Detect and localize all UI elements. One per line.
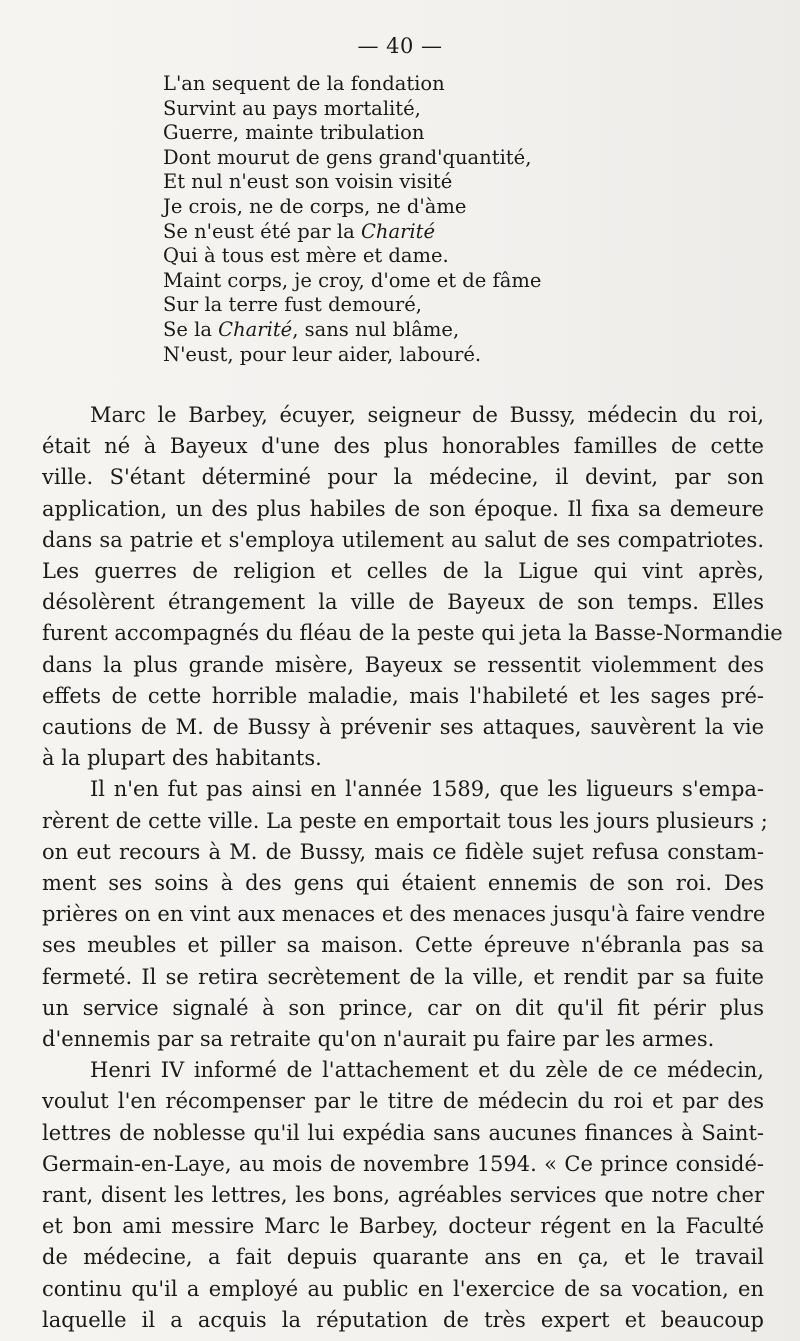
prose-line: voulut l'en récompenser par le titre de médecin du roi et par des [42, 1089, 764, 1114]
poem-line [163, 220, 683, 245]
poem-line-text: Se n'eust été par la [163, 219, 361, 243]
poem-line [163, 195, 683, 220]
poem-line [163, 269, 683, 294]
prose-body [42, 400, 783, 1336]
poem-line-text: Se la [163, 317, 219, 341]
prose-line: et bon ami messire Marc le Barbey, docteur régent en la Faculté [42, 1214, 764, 1239]
prose-line: Il n'en fut pas ainsi en l'année 1589, que les ligueurs s'empa- [90, 777, 764, 802]
prose-line: ville. S'étant déterminé pour la médecine, il devint, par son [42, 465, 764, 490]
poem-line [163, 170, 683, 195]
poem-line [163, 318, 683, 343]
prose-line: à la plupart des habitants. [42, 746, 322, 771]
poem-line-italic: Charité [218, 317, 293, 341]
prose-line: rant, disent les lettres, les bons, agréables services que notre cher [42, 1183, 764, 1208]
poem-line-text: Sur la terre fust demouré, [163, 293, 422, 317]
prose-line: Marc le Barbey, écuyer, seigneur de Bussy, médecin du roi, [90, 403, 764, 427]
prose-line: était né à Bayeux d'une des plus honorables familles de cette [42, 434, 764, 459]
prose-line: lettres de noblesse qu'il lui expédia sans aucunes finances à Saint- [42, 1120, 764, 1145]
poem-line-text: Maint corps, je croy, d'ome et de fâme [163, 268, 542, 292]
poem-line-text: Survint au pays mortalité, [163, 96, 421, 120]
prose-line: ses meubles et piller sa maison. Cette épreuve n'ébranla pas sa [42, 933, 764, 958]
prose-line: désolèrent étrangement la ville de Bayeux de son temps. Elles [42, 590, 764, 615]
prose-line: dans la plus grande misère, Bayeux se ressentit violemment des [42, 652, 764, 677]
poem-line [163, 121, 683, 146]
prose-line: Les guerres de religion et celles de la Ligue qui vint après, [42, 559, 764, 584]
poem-line-text: Qui à tous est mère et dame. [163, 244, 449, 268]
poem-line-text-after: , sans nul blâme, [292, 317, 460, 341]
poem-line-text: Dont mourut de gens grand'quantité, [163, 145, 532, 169]
prose-line: laquelle il a acquis la réputation de très expert et beaucoup [42, 1307, 764, 1332]
prose-line: ment ses soins à des gens qui étaient ennemis de son roi. Des [42, 871, 764, 896]
poem-line [163, 343, 683, 368]
poem-line-text: N'eust, pour leur aider, labouré. [163, 342, 482, 366]
page-number: — 40 — [357, 34, 443, 58]
prose-line: Henri IV informé de l'attachement et du zèle de ce médecin, [90, 1058, 764, 1083]
poem-line [163, 72, 683, 97]
poem-line-italic: Charité [360, 219, 436, 243]
poem-line [163, 97, 683, 122]
prose-line: d'ennemis par sa retraite qu'on n'aurait pu faire par les armes. [42, 1027, 715, 1052]
prose-line: on eut recours à M. de Bussy, mais ce fidèle sujet refusa constam- [42, 839, 764, 864]
poem-line-text: L'an sequent de la fondation [163, 72, 445, 95]
prose-line: cautions de M. de Bussy à prévenir ses attaques, sauvèrent la vie [42, 715, 764, 740]
prose-line: continu qu'il a employé au public en l'exercice de sa vocation, en [42, 1276, 764, 1301]
prose-line: rèrent de cette ville. La peste en emportait tous les jours plusieurs ; [42, 808, 768, 833]
poem-line [163, 293, 683, 318]
poem-line-text: Je crois, ne de corps, ne d'àme [163, 194, 467, 218]
prose-line: de médecine, a fait depuis quarante ans en ça, et le travail [42, 1245, 764, 1270]
prose-line: application, un des plus habiles de son époque. Il fixa sa demeure [42, 496, 764, 521]
prose-line: effets de cette horrible maladie, mais l'habileté et les sages pré- [42, 683, 764, 708]
prose-line: prières on en vint aux menaces et des menaces jusqu'à faire vendre [42, 902, 766, 927]
poem-line-text: Guerre, mainte tribulation [163, 121, 425, 145]
prose-line: fermeté. Il se retira secrètement de la ville, et rendit par sa fuite [42, 964, 764, 989]
prose-line: Germain-en-Laye, au mois de novembre 1594. « Ce prince considé- [42, 1151, 764, 1176]
prose-line: dans sa patrie et s'employa utilement au salut de ses compatriotes. [42, 527, 764, 552]
poem-line [163, 244, 683, 269]
poem-line-text: Et nul n'eust son voisin visité [163, 170, 453, 194]
prose-line: furent accompagnés du fléau de la peste qui jeta la Basse-Normandie [42, 621, 783, 646]
prose-line: un service signalé à son prince, car on dit qu'il fit périr plus [42, 995, 764, 1020]
poem-line [163, 146, 683, 171]
poem-stanza [163, 72, 683, 367]
